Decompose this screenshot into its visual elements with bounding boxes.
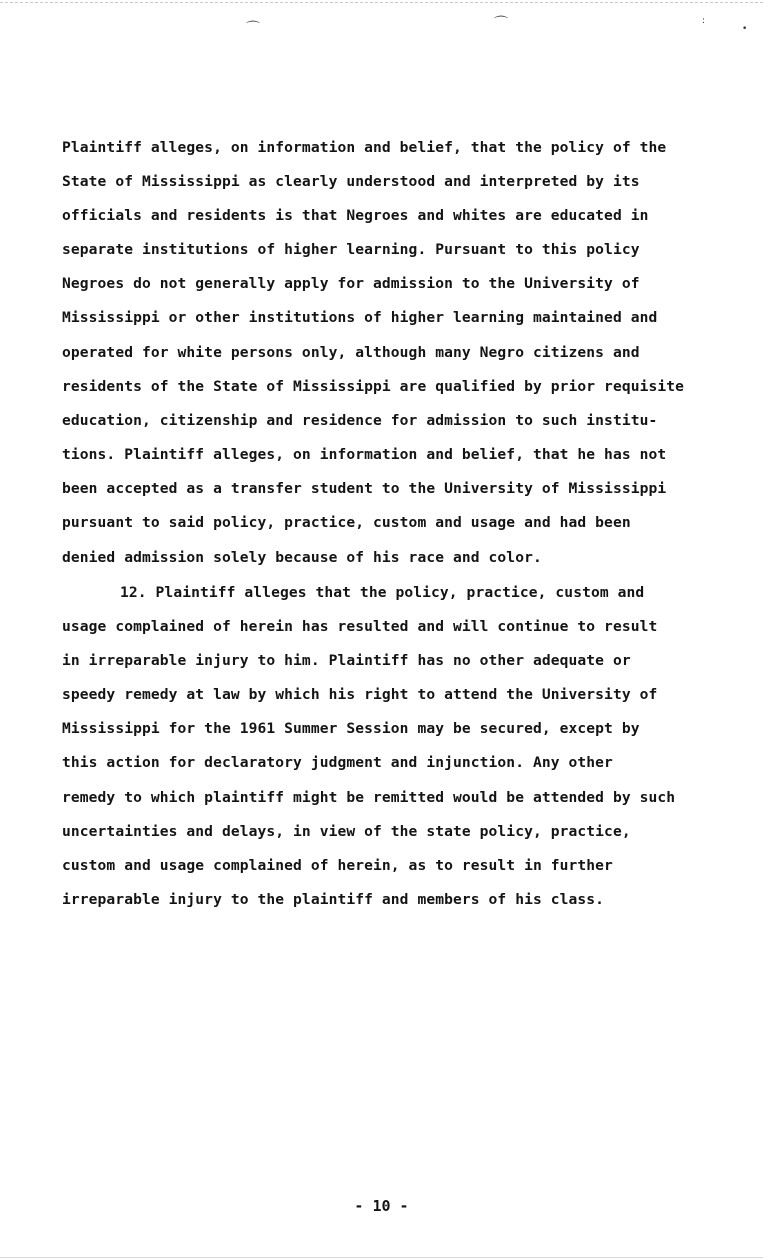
text-line: residents of the State of Mississippi are qualified by prior requisite	[62, 378, 685, 395]
text-line: remedy to which plaintiff might be remitted would be attended by such	[62, 789, 676, 806]
text-line: Plaintiff alleges, on information and belief, that the policy of the	[62, 139, 667, 156]
scan-mark: ⌒	[246, 21, 260, 37]
scan-mark: ⌒	[494, 16, 508, 32]
text-line: usage complained of herein has resulted and will continue to result	[62, 618, 658, 635]
text-line: education, citizenship and residence for admission to such institu-	[62, 412, 658, 429]
text-line: tions. Plaintiff alleges, on information and belief, that he has not	[62, 446, 667, 463]
scan-mark: •	[742, 24, 748, 34]
scan-mark: :	[702, 16, 706, 26]
text-line: custom and usage complained of herein, as to result in further	[62, 857, 613, 874]
page-number: - 10 -	[354, 1197, 409, 1215]
text-line: operated for white persons only, although many Negro citizens and	[62, 344, 640, 361]
text-line: Mississippi for the 1961 Summer Session may be secured, except by	[62, 720, 640, 737]
bottom-edge-border	[0, 1257, 763, 1258]
text-line: this action for declaratory judgment and injunction. Any other	[62, 754, 613, 771]
text-line: State of Mississippi as clearly understood and interpreted by its	[62, 173, 640, 190]
text-line: speedy remedy at law by which his right to attend the University of	[62, 686, 658, 703]
text-line: denied admission solely because of his race and color.	[62, 549, 542, 566]
text-line: been accepted as a transfer student to the University of Mississippi	[62, 480, 667, 497]
text-line: separate institutions of higher learning. Pursuant to this policy	[62, 241, 640, 258]
text-line: in irreparable injury to him. Plaintiff has no other adequate or	[62, 652, 631, 669]
text-line: Mississippi or other institutions of higher learning maintained and	[62, 309, 658, 326]
text-line: 12. Plaintiff alleges that the policy, practice, custom and	[120, 584, 645, 601]
top-edge-border	[0, 2, 763, 3]
text-line: irreparable injury to the plaintiff and members of his class.	[62, 891, 605, 908]
text-line: pursuant to said policy, practice, custom and usage and had been	[62, 514, 631, 531]
text-line: Negroes do not generally apply for admission to the University of	[62, 275, 640, 292]
text-line: officials and residents is that Negroes and whites are educated in	[62, 207, 649, 224]
text-line: uncertainties and delays, in view of the state policy, practice,	[62, 823, 631, 840]
